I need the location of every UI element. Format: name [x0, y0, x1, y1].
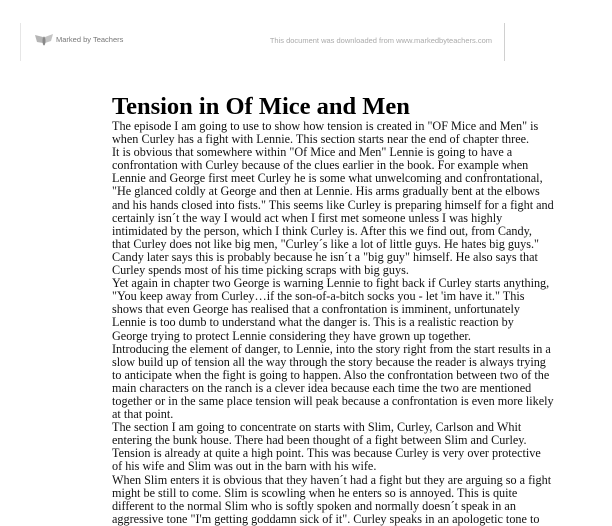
- body-text-line: Yet again in chapter two George is warning Lennie to fight back if Curley starts anything,: [112, 276, 550, 291]
- body-text-line: Lennie and George first meet Curley he is some what unwelcoming and confrontational,: [112, 171, 543, 186]
- body-text-line: slow build up of tension all the way through the story because the reader is always trying: [112, 354, 546, 369]
- logo-text: Marked by Teachers: [56, 35, 124, 44]
- body-text-line: Lennie is too dumb to understand what the danger is. This is a realistic reaction by: [112, 315, 514, 330]
- body-text-line: of his wife and Slim was out in the barn with his wife.: [112, 459, 377, 474]
- body-text-line: together or in the same place tension will peak because a confrontation is even more likely: [112, 393, 554, 408]
- document-title: Tension in Of Mice and Men: [112, 93, 410, 120]
- body-text-line: that Curley does not like big men, "Curley´s like a lot of little guys. He hates big guys.": [112, 236, 539, 251]
- body-text-line: The section I am going to concentrate on starts with Slim, Curley, Carlson and Whit: [112, 420, 522, 435]
- body-text-line: main characters on the ranch is a clever idea because each time the two are mentioned: [112, 380, 532, 395]
- body-text-line: Tension is already at quite a high point. This was because Curley is very over protective: [112, 446, 541, 461]
- body-text-line: George trying to protect Lennie considering they have grown up together.: [112, 328, 471, 343]
- body-text-line: It is obvious that somewhere within "Of Mice and Men" Lennie is going to have a: [112, 145, 513, 160]
- body-text-line: Introducing the element of danger, to Lennie, into the story right from the start results in a: [112, 341, 551, 356]
- marked-by-teachers-logo[interactable]: [35, 33, 123, 46]
- body-text-line: at that point.: [112, 407, 174, 422]
- butterfly-logo-icon: [35, 33, 53, 46]
- body-text-line: different to the normal Slim who is softly spoken and normally doesn´t speak in an: [112, 498, 516, 513]
- body-text-line: when Curley has a fight with Lennie. This section starts near the end of chapter three.: [112, 132, 530, 147]
- download-header: [20, 23, 505, 61]
- body-text-line: The episode I am going to use to show how tension is created in "OF Mice and Men" is: [112, 119, 539, 133]
- body-text-line: and his hands closed into fists." This seems like Curley is preparing himself for a fight and: [112, 197, 554, 212]
- body-text-line: confrontation with Curley because of the clues earlier in the book. For example when: [112, 158, 529, 173]
- body-text-line: "He glanced coldly at George and then at Lennie. His arms gradually bent at the elbows: [112, 184, 540, 199]
- document-body: [112, 119, 554, 526]
- body-text-line: intimidated by the person, which I think Curley is. After this we find out, from Candy,: [112, 223, 532, 238]
- download-notice: This document was downloaded from www.markedbyteachers.com: [269, 36, 492, 45]
- body-text-line: "You keep away from Curley…if the son-of-a-bitch socks you - let 'im have it." This: [112, 289, 525, 304]
- body-text-line: shows that even George has realised that a confrontation is imminent, unfortunately: [112, 302, 520, 317]
- body-text-line: When Slim enters it is obvious that they haven´t had a fight but they are arguing so a fight: [112, 472, 552, 487]
- body-text-line: Curley spends most of his time picking scraps with big guys.: [112, 263, 409, 278]
- body-text-line: Candy later says this is probably because he isn´t a "big guy" himself. He also says that: [112, 249, 538, 264]
- body-text-line: aggressive tone "I'm getting goddamn sick of it". Curley speaks in an apologetic tone to: [112, 511, 540, 526]
- body-text-line: might be still to come. Slim is scowling when he enters so is annoyed. This is quite: [112, 485, 518, 500]
- body-text-line: entering the bunk house. There had been thought of a fight between Slim and Curley.: [112, 433, 527, 448]
- body-text-line: to anticipate when the fight is going to happen. Also the confrontation between two of the: [112, 367, 550, 382]
- body-text-line: certainly isn´t the way I would act when I first met someone unless I was highly: [112, 210, 503, 225]
